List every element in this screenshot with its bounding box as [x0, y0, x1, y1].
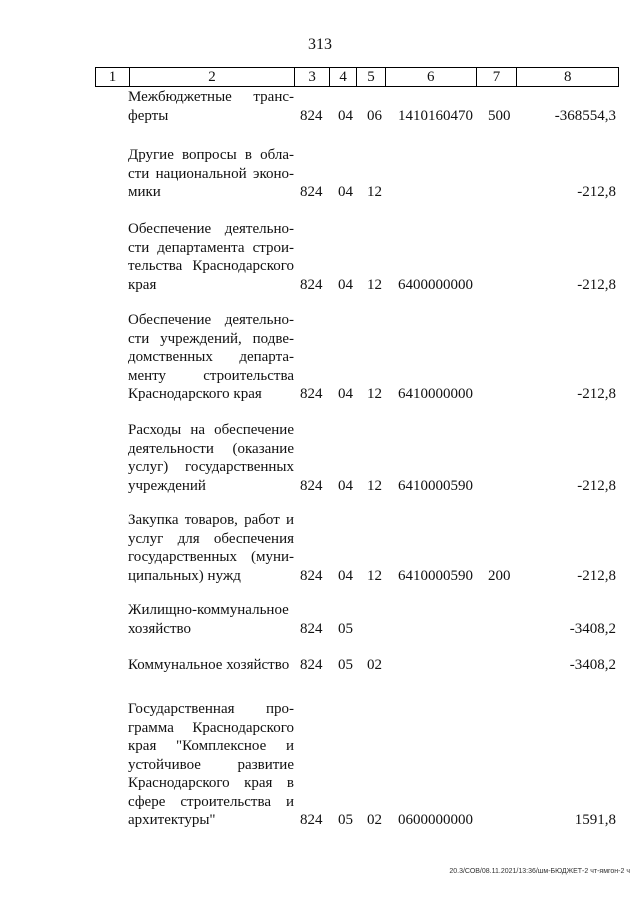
- table-row: [0, 656, 640, 675]
- row-name-line: грамма Краснодарского: [128, 719, 294, 736]
- table-row: [0, 88, 640, 125]
- cell-c5: 12: [367, 477, 382, 494]
- row-name-line: устойчивое развитие: [128, 756, 294, 773]
- cell-c4: 04: [338, 107, 353, 124]
- row-name-line: сти департамента строи-: [128, 239, 294, 256]
- row-name-line: края: [128, 276, 157, 293]
- row-name-line: мики: [128, 184, 161, 200]
- table-row: [0, 311, 640, 404]
- cell-c5: 06: [367, 107, 382, 124]
- cell-c8: -212,8: [577, 276, 616, 293]
- cell-c3: 824: [300, 107, 323, 124]
- row-name-line: Обеспечение деятельно-: [128, 221, 294, 237]
- cell-c4: 04: [338, 477, 353, 494]
- row-name: [128, 511, 294, 585]
- row-name-line: услуг) государственных: [128, 459, 294, 475]
- row-name-line: услуг для обеспечения: [128, 530, 294, 547]
- header-col-7: 7: [476, 68, 517, 86]
- header-col-2: 2: [129, 68, 294, 86]
- table-row: [0, 146, 640, 202]
- cell-c4: 05: [338, 812, 353, 828]
- table-row: [0, 700, 640, 830]
- cell-c8: -3408,2: [569, 620, 616, 637]
- row-name-line: хозяйство: [128, 620, 191, 637]
- row-name: [128, 88, 294, 125]
- cell-c5: 12: [367, 567, 382, 584]
- cell-c4: 04: [338, 567, 353, 584]
- row-name-line: сти учреждений, подве-: [128, 330, 294, 347]
- table-row: [0, 421, 640, 495]
- row-name-line: Жилищно-коммунальное: [128, 602, 289, 618]
- row-name-line: деятельности (оказание: [128, 440, 294, 457]
- cell-c4: 04: [338, 276, 353, 293]
- row-name-line: домственных департа-: [128, 349, 294, 365]
- row-name: [128, 656, 294, 675]
- table-header: [95, 67, 619, 87]
- row-name-line: Государственная про-: [128, 701, 294, 717]
- cell-c7: 200: [488, 567, 511, 584]
- cell-c8: -368554,3: [554, 107, 616, 124]
- cell-c4: 05: [338, 657, 353, 673]
- cell-c7: 500: [488, 107, 511, 124]
- cell-c3: 824: [300, 477, 323, 494]
- cell-c6: 0600000000: [398, 812, 473, 828]
- cell-c3: 824: [300, 620, 323, 637]
- cell-c5: 12: [367, 184, 382, 200]
- cell-c8: 1591,8: [574, 812, 616, 828]
- cell-c3: 824: [300, 812, 323, 828]
- row-name-line: сфере строительства и: [128, 793, 294, 810]
- row-name: [128, 601, 294, 638]
- cell-c4: 04: [338, 184, 353, 200]
- row-name-line: архитектуры": [128, 812, 216, 828]
- row-name-line: Закупка товаров, работ и: [128, 512, 294, 528]
- row-name: [128, 311, 294, 404]
- header-col-6: 6: [385, 68, 476, 86]
- header-col-3: 3: [294, 68, 329, 86]
- cell-c6: 6410000000: [398, 386, 473, 402]
- cell-c6: 1410160470: [398, 107, 473, 124]
- cell-c3: 824: [300, 567, 323, 584]
- table-row: [0, 220, 640, 294]
- cell-c8: -212,8: [577, 386, 616, 402]
- header-col-1: 1: [108, 69, 117, 85]
- cell-c8: -212,8: [577, 184, 616, 200]
- cell-c3: 824: [300, 276, 323, 293]
- row-name-line: Обеспечение деятельно-: [128, 312, 294, 328]
- cell-c3: 824: [300, 184, 323, 200]
- cell-c5: 02: [367, 657, 382, 673]
- row-name-line: Краснодарского края в: [128, 775, 294, 791]
- row-name-line: тельства Краснодарского: [128, 258, 294, 274]
- row-name-line: государственных (муни-: [128, 549, 294, 565]
- header-col-4: 4: [329, 68, 356, 86]
- row-name: [128, 146, 294, 202]
- cell-c5: 02: [367, 812, 382, 828]
- table-row: [0, 601, 640, 638]
- footer-stamp: 20.3/СОВ/08.11.2021/13:36/шм-БЮДЖЕТ-2 чт-ямгон-2 ч: [449, 868, 630, 875]
- cell-c4: 04: [338, 386, 353, 402]
- row-name-line: Расходы на обеспечение: [128, 422, 294, 438]
- row-name-line: учреждений: [128, 477, 206, 494]
- cell-c5: 12: [367, 276, 382, 293]
- header-col-8: 8: [516, 68, 618, 86]
- cell-c8: -212,8: [577, 477, 616, 494]
- row-name: [128, 421, 294, 495]
- row-name: [128, 220, 294, 294]
- row-name-line: Краснодарского края: [128, 386, 262, 402]
- page-number: 313: [308, 36, 332, 53]
- cell-c6: 6410000590: [398, 567, 473, 584]
- header-col-5: 5: [356, 68, 385, 86]
- cell-c8: -212,8: [577, 567, 616, 584]
- cell-c3: 824: [300, 657, 323, 673]
- row-name-line: ципальных) нужд: [128, 567, 241, 584]
- cell-c6: 6410000590: [398, 477, 473, 494]
- row-name-line: Коммунальное хозяйство: [128, 657, 290, 673]
- row-name-line: менту строительства: [128, 367, 294, 384]
- row-name-line: Межбюджетные транс-: [128, 89, 294, 105]
- cell-c5: 12: [367, 386, 382, 402]
- cell-c8: -3408,2: [569, 657, 616, 673]
- cell-c3: 824: [300, 386, 323, 402]
- row-name-line: сти национальной эконо-: [128, 165, 294, 182]
- row-name-line: ферты: [128, 107, 169, 124]
- row-name: [128, 700, 294, 830]
- cell-c4: 05: [338, 620, 353, 637]
- row-name-line: края "Комплексное и: [128, 738, 294, 754]
- table-row: [0, 511, 640, 585]
- row-name-line: Другие вопросы в обла-: [128, 147, 294, 163]
- cell-c6: 6400000000: [398, 276, 473, 293]
